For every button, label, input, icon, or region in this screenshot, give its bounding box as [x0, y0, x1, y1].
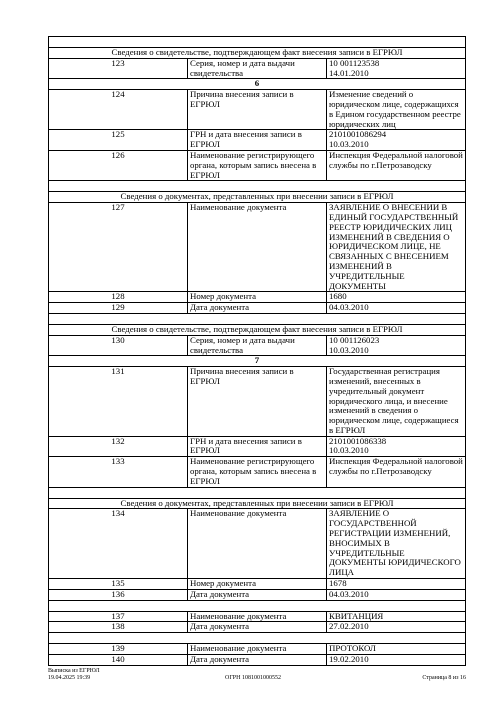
- field-label: Дата документа: [188, 622, 327, 633]
- field-value: 1680: [327, 292, 466, 303]
- section-header: Сведения о свидетельстве, подтверждающем факт внесения записи в ЕГРЮЛ: [49, 324, 466, 335]
- table-row: [49, 292, 466, 303]
- field-value: 2101001086294 10.03.2010: [327, 130, 466, 151]
- field-label: ГРН и дата внесения записи в ЕГРЮЛ: [188, 436, 327, 457]
- record-number: 6: [49, 79, 466, 90]
- field-label: Причина внесения записи в ЕГРЮЛ: [188, 90, 327, 130]
- spacer-row: [49, 600, 466, 611]
- table-row: [49, 509, 466, 579]
- field-label: Дата документа: [188, 589, 327, 600]
- table-row: [49, 644, 466, 655]
- field-value: Инспекция Федеральной налоговой службы по г.Петрозаводску: [327, 150, 466, 180]
- spacer-row: [49, 633, 466, 644]
- footer-page-number: Страница 8 из 16: [422, 675, 466, 681]
- row-number: 127: [49, 203, 188, 292]
- field-value: ЗАЯВЛЕНИЕ О ГОСУДАРСТВЕННОЙ РЕГИСТРАЦИИ ИЗМЕНЕНИЙ, ВНОСИМЫХ В УЧРЕДИТЕЛЬНЫЕ ДОКУМЕНТЫ ЮРИДИЧЕСКОГО ЛИЦА: [327, 509, 466, 579]
- section-header: Сведения о документах, представленных при внесении записи в ЕГРЮЛ: [49, 498, 466, 509]
- row-number: 138: [49, 622, 188, 633]
- field-value: Изменение сведений о юридическом лице, содержащихся в Едином государственном реестре юридических лиц: [327, 90, 466, 130]
- row-number: 130: [49, 335, 188, 356]
- row-number: 128: [49, 292, 188, 303]
- field-label: Причина внесения записи в ЕГРЮЛ: [188, 367, 327, 437]
- spacer-row: [49, 37, 466, 48]
- table-row: [49, 611, 466, 622]
- field-label: Дата документа: [188, 303, 327, 314]
- field-value: 1678: [327, 579, 466, 590]
- table-row: [49, 203, 466, 292]
- field-value: 2101001086338 10.03.2010: [327, 436, 466, 457]
- row-number: 135: [49, 579, 188, 590]
- footer-document-name: Выписка из ЕГРЮЛ: [48, 668, 100, 674]
- row-number: 134: [49, 509, 188, 579]
- row-number: 136: [49, 589, 188, 600]
- footer-ogrn: ОГРН 1081001000552: [225, 675, 281, 681]
- table-row: [49, 436, 466, 457]
- row-number: 133: [49, 457, 188, 487]
- field-value: ПРОТОКОЛ: [327, 644, 466, 655]
- table-row: [49, 335, 466, 356]
- row-number: 126: [49, 150, 188, 180]
- field-label: Наименование документа: [188, 644, 327, 655]
- spacer-cell: [49, 487, 466, 498]
- field-value: 10 001123538 14.01.2010: [327, 58, 466, 79]
- field-value: ЗАЯВЛЕНИЕ О ВНЕСЕНИИ В ЕДИНЫЙ ГОСУДАРСТВЕННЫЙ РЕЕСТР ЮРИДИЧЕСКИХ ЛИЦ ИЗМЕНЕНИЙ В СВЕДЕНИЯ О ЮРИДИЧЕСКОМ ЛИЦЕ, НЕ СВЯЗАННЫХ С ВНЕСЕНИЕМ ИЗМЕНЕНИЙ В УЧРЕДИТЕЛЬНЫЕ ДОКУМЕНТЫ: [327, 203, 466, 292]
- row-number: 124: [49, 90, 188, 130]
- row-number: 131: [49, 367, 188, 437]
- spacer-cell: [49, 181, 466, 192]
- field-value: 04.03.2010: [327, 303, 466, 314]
- spacer-row: [49, 181, 466, 192]
- table-row: [49, 655, 466, 666]
- row-number: 129: [49, 303, 188, 314]
- row-number: 137: [49, 611, 188, 622]
- table-row: [49, 58, 466, 79]
- footer-document-info: [48, 668, 100, 682]
- section-header-row: [49, 498, 466, 509]
- table-row: [49, 589, 466, 600]
- spacer-row: [49, 313, 466, 324]
- egrul-extract-body: [49, 37, 466, 666]
- field-label: ГРН и дата внесения записи в ЕГРЮЛ: [188, 130, 327, 151]
- field-value: КВИТАНЦИЯ: [327, 611, 466, 622]
- field-value: 27.02.2010: [327, 622, 466, 633]
- section-header-row: [49, 324, 466, 335]
- field-value: Государственная регистрация изменений, внесенных в учредительный документ юридического лица, и внесение изменений в сведения о юридическом лице, содержащиеся в ЕГРЮЛ: [327, 367, 466, 437]
- record-number: 7: [49, 356, 466, 367]
- table-row: [49, 367, 466, 437]
- table-row: [49, 303, 466, 314]
- row-number: 132: [49, 436, 188, 457]
- footer-timestamp: 19.04.2025 19:39: [48, 675, 91, 681]
- section-header-row: [49, 48, 466, 59]
- field-value: 10 001126023 10.03.2010: [327, 335, 466, 356]
- field-label: Дата документа: [188, 655, 327, 666]
- field-value: Инспекция Федеральной налоговой службы по г.Петрозаводску: [327, 457, 466, 487]
- egrul-extract-table: [48, 36, 466, 666]
- section-header: Сведения о свидетельстве, подтверждающем факт внесения записи в ЕГРЮЛ: [49, 48, 466, 59]
- field-label: Наименование документа: [188, 509, 327, 579]
- row-number: 123: [49, 58, 188, 79]
- section-header: Сведения о документах, представленных при внесении записи в ЕГРЮЛ: [49, 192, 466, 203]
- row-number: 125: [49, 130, 188, 151]
- field-label: Наименование документа: [188, 203, 327, 292]
- record-number-row: [49, 79, 466, 90]
- spacer-cell: [49, 600, 466, 611]
- field-label: Наименование регистрирующего органа, которым запись внесена в ЕГРЮЛ: [188, 457, 327, 487]
- spacer-cell: [49, 37, 466, 48]
- field-label: Наименование документа: [188, 611, 327, 622]
- table-row: [49, 579, 466, 590]
- spacer-cell: [49, 633, 466, 644]
- row-number: 140: [49, 655, 188, 666]
- table-row: [49, 457, 466, 487]
- table-row: [49, 150, 466, 180]
- spacer-cell: [49, 313, 466, 324]
- field-value: 19.02.2010: [327, 655, 466, 666]
- field-label: Серия, номер и дата выдачи свидетельства: [188, 335, 327, 356]
- table-row: [49, 90, 466, 130]
- field-value: 04.03.2010: [327, 589, 466, 600]
- field-label: Серия, номер и дата выдачи свидетельства: [188, 58, 327, 79]
- table-row: [49, 622, 466, 633]
- field-label: Номер документа: [188, 579, 327, 590]
- row-number: 139: [49, 644, 188, 655]
- field-label: Наименование регистрирующего органа, которым запись внесена в ЕГРЮЛ: [188, 150, 327, 180]
- field-label: Номер документа: [188, 292, 327, 303]
- record-number-row: [49, 356, 466, 367]
- section-header-row: [49, 192, 466, 203]
- spacer-row: [49, 487, 466, 498]
- table-row: [49, 130, 466, 151]
